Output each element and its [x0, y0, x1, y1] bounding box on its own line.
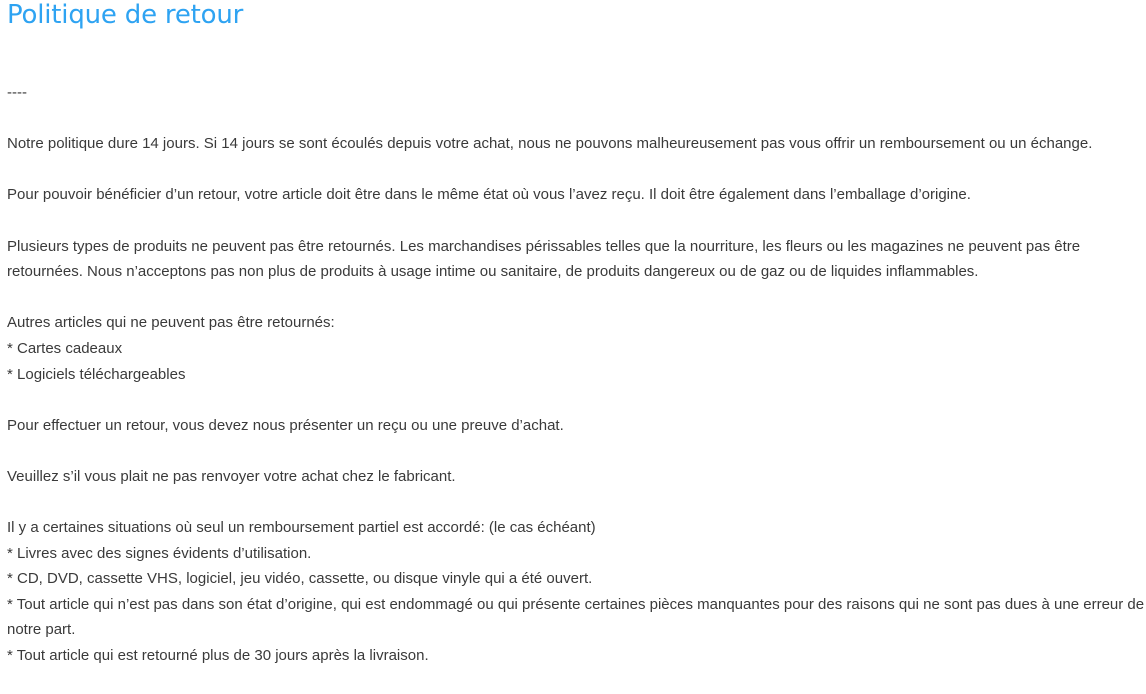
separator: ---- — [7, 84, 27, 101]
paragraph-line: Plusieurs types de produits ne peuvent pas être retournés. Les marchandises périssables telles que la nourriture, les fleurs ou les magazines ne peuvent pas être retournées. Nous n’acceptons pas non plus de produits à usage intime ou sanitaire, de produits dangereux ou de gaz ou de liquides inflammables. — [7, 237, 1081, 281]
list-item: * Cartes cadeaux — [7, 339, 123, 357]
list-item: * CD, DVD, cassette VHS, logiciel, jeu vidéo, cassette, ou disque vinyle qui a été ouvert. — [7, 570, 593, 588]
list-item: * Tout article qui n’est pas dans son état d’origine, qui est endommagé ou qui présente certaines pièces manquantes pour des raisons qui ne sont pas dues à une erreur de notre part. — [7, 595, 1145, 639]
policy-paragraph-partial-refund — [7, 515, 1146, 669]
list-item: * Tout article qui est retourné plus de 30 jours après la livraison. — [7, 647, 429, 665]
paragraph-line: Pour effectuer un retour, vous devez nous présenter un reçu ou une preuve d’achat. — [7, 416, 564, 434]
paragraph-line: Notre politique dure 14 jours. Si 14 jours se sont écoulés depuis votre achat, nous ne pouvons malheureusement pas vous offrir un remboursement ou un échange. — [7, 135, 1093, 153]
paragraph-line: Veuillez s’il vous plait ne pas renvoyer votre achat chez le fabricant. — [7, 467, 456, 485]
policy-content — [7, 80, 1146, 694]
policy-paragraph-other-items — [7, 310, 1146, 387]
paragraph-line: Autres articles qui ne peuvent pas être retournés: — [7, 314, 335, 332]
policy-paragraph-receipt — [7, 413, 1146, 439]
paragraph-line: Il y a certaines situations où seul un remboursement partiel est accordé: (le cas échéant) — [7, 519, 596, 537]
paragraph-line: Pour pouvoir bénéficier d’un retour, votre article doit être dans le même état où vous l’avez reçu. Il doit être également dans l’emballage d’origine. — [7, 186, 971, 204]
policy-paragraph-exclusions — [7, 234, 1146, 285]
policy-paragraph-manufacturer — [7, 464, 1146, 490]
list-item: * Livres avec des signes évidents d’utilisation. — [7, 544, 312, 562]
page-title: Politique de retour — [7, 0, 244, 30]
policy-paragraph-duration — [7, 131, 1146, 157]
list-item: * Logiciels téléchargeables — [7, 365, 186, 383]
policy-paragraph-condition — [7, 182, 1146, 208]
